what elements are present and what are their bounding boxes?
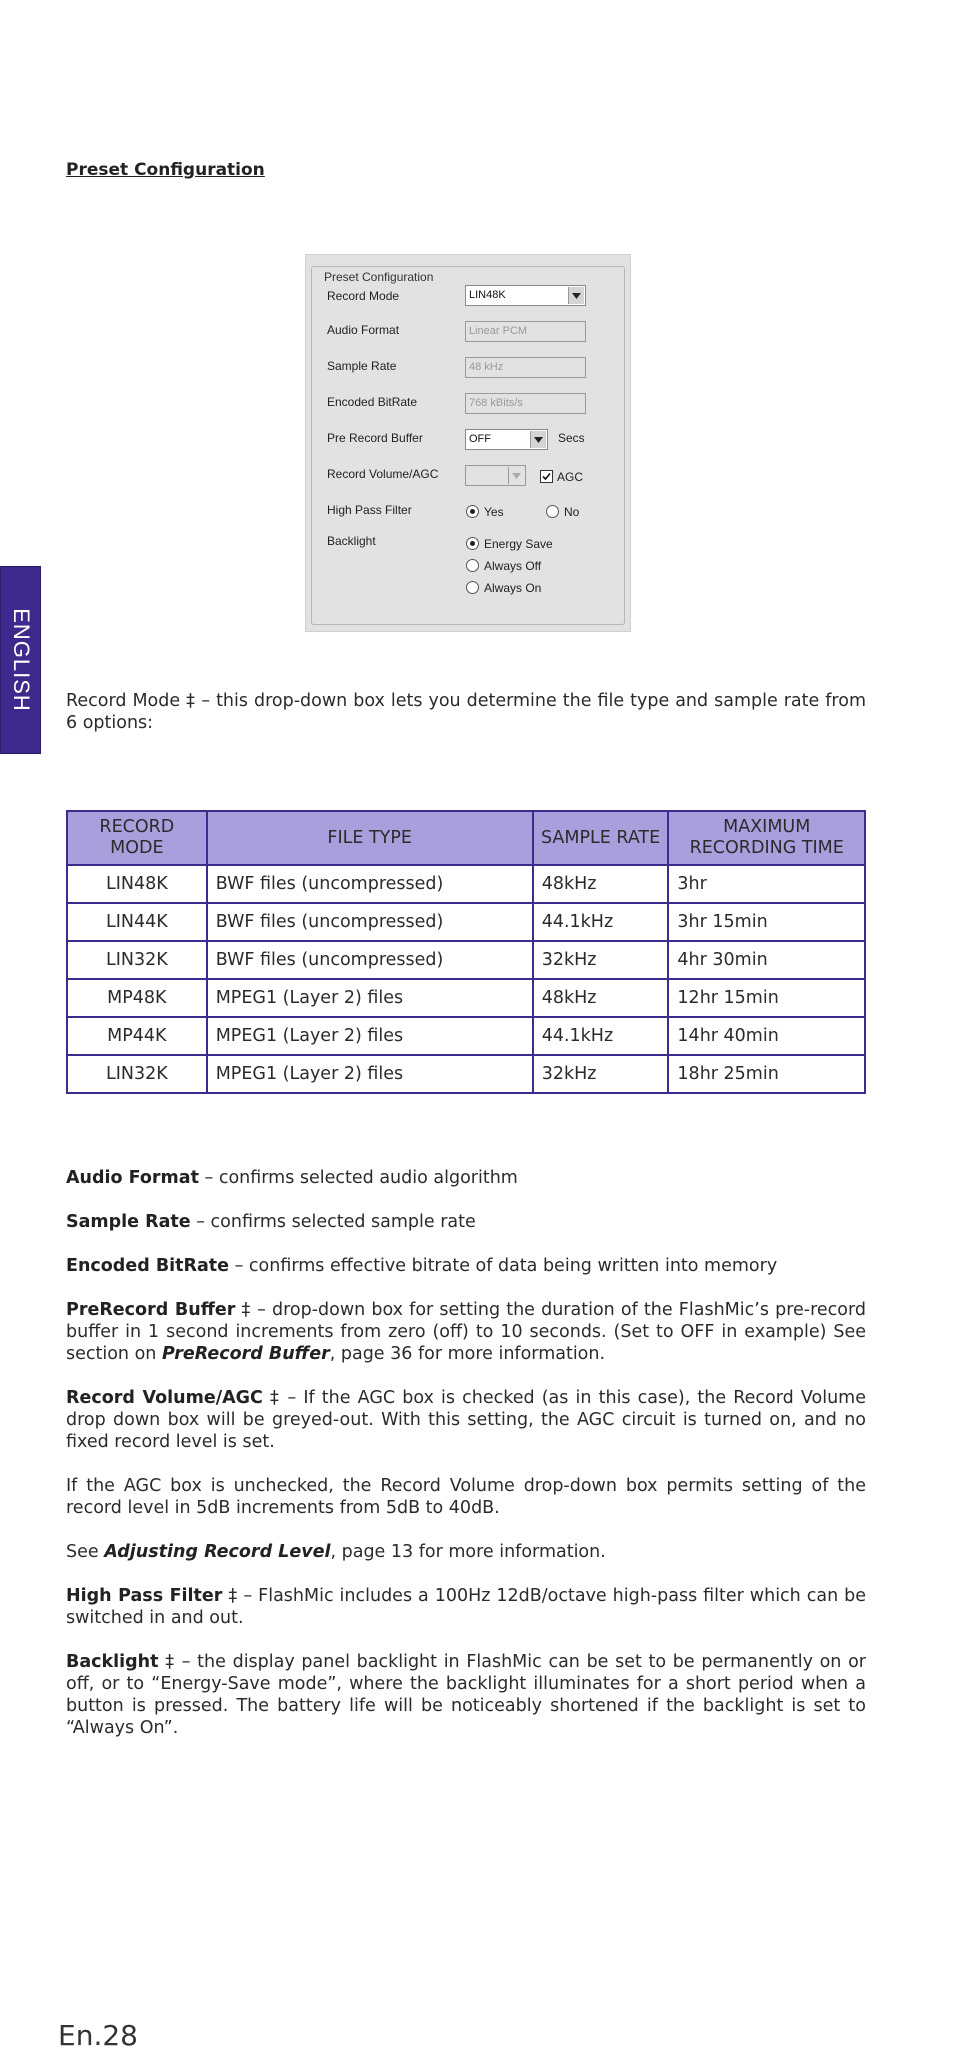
high-pass-paragraph <box>66 1585 866 1629</box>
secs-label: Secs <box>558 431 585 445</box>
table-row <box>67 865 865 903</box>
cell-sample-rate: 44.1kHz <box>533 1017 669 1055</box>
table-row <box>67 1055 865 1093</box>
cell-file-type: BWF files (uncompressed) <box>207 903 533 941</box>
backlight-paragraph <box>66 1651 866 1739</box>
record-volume-label: Record Volume/AGC <box>327 467 439 481</box>
pre-record-buffer-value: OFF <box>469 433 491 445</box>
backlight-energy-save-radio[interactable] <box>466 537 479 550</box>
preset-configuration-dialog <box>305 254 631 632</box>
pre-record-buffer-label: Pre Record Buffer <box>327 431 423 445</box>
chevron-down-icon <box>508 467 524 484</box>
backlight-term: Backlight <box>66 1652 159 1672</box>
record-volume-term: Record Volume/AGC <box>66 1388 263 1408</box>
sample-rate-paragraph <box>66 1211 866 1233</box>
chevron-down-icon[interactable] <box>530 431 546 448</box>
cell-file-type: MPEG1 (Layer 2) files <box>207 1017 533 1055</box>
double-dagger: ‡ <box>235 1300 258 1320</box>
pre-record-buffer-select[interactable] <box>465 429 548 450</box>
record-mode-term: Record Mode <box>66 691 181 711</box>
cell-recording-time: 12hr 15min <box>668 979 865 1017</box>
cell-recording-time: 4hr 30min <box>668 941 865 979</box>
agc-unchecked-paragraph: If the AGC box is unchecked, the Record Volume drop-down box permits setting of the record level in 5dB increments from 5dB to 40dB. <box>66 1476 866 1518</box>
header-max-recording-time: MAXIMUM RECORDING TIME <box>668 811 865 865</box>
record-mode-table <box>66 810 866 1094</box>
sample-rate-term: Sample Rate <box>66 1212 191 1232</box>
cell-recording-time: 3hr <box>668 865 865 903</box>
prerecord-buffer-text: – drop-down box for setting the duration of the FlashMic’s pre-record buffer in 1 second increments from zero (off) to 10 seconds. (Set to OFF in example) See section on <box>66 1300 866 1364</box>
table-header-row <box>67 811 865 865</box>
cell-file-type: MPEG1 (Layer 2) files <box>207 1055 533 1093</box>
audio-format-label: Audio Format <box>327 323 400 337</box>
cell-record-mode: LIN32K <box>67 941 207 979</box>
table-row <box>67 979 865 1017</box>
cell-sample-rate: 32kHz <box>533 941 669 979</box>
cell-file-type: MPEG1 (Layer 2) files <box>207 979 533 1017</box>
sample-rate-field: 48 kHz <box>465 357 586 378</box>
header-record-mode: RECORD MODE <box>67 811 207 865</box>
high-pass-filter-label: High Pass Filter <box>327 503 412 517</box>
cell-sample-rate: 44.1kHz <box>533 903 669 941</box>
agc-label: AGC <box>557 470 584 484</box>
high-pass-yes-radio[interactable] <box>466 505 479 518</box>
cell-sample-rate: 48kHz <box>533 865 669 903</box>
high-pass-no-label: No <box>564 505 580 519</box>
cell-record-mode: MP44K <box>67 1017 207 1055</box>
audio-format-field: Linear PCM <box>465 321 586 342</box>
audio-format-text: – confirms selected audio algorithm <box>198 1168 518 1188</box>
prerecord-buffer-text-end: , page 36 for more information. <box>329 1344 606 1364</box>
sample-rate-text: – confirms selected sample rate <box>190 1212 476 1232</box>
sample-rate-label: Sample Rate <box>327 359 397 373</box>
see-adjusting-paragraph <box>66 1541 866 1563</box>
language-label: ENGLISH <box>8 608 34 712</box>
backlight-energy-save-label: Energy Save <box>484 537 553 551</box>
encoded-bitrate-label: Encoded BitRate <box>327 395 418 409</box>
prerecord-buffer-paragraph <box>66 1299 866 1365</box>
prerecord-buffer-reference: PreRecord Buffer <box>161 1344 330 1364</box>
agc-checkbox[interactable] <box>540 470 553 483</box>
record-mode-paragraph <box>66 690 866 734</box>
section-heading: Preset Configuration <box>66 160 265 180</box>
record-mode-description: – this drop-down box lets you determine the file type and sample rate from 6 options: <box>66 691 866 733</box>
high-pass-term: High Pass Filter <box>66 1586 223 1606</box>
double-dagger: ‡ <box>222 1586 244 1606</box>
see-text-end: , page 13 for more information. <box>330 1542 606 1562</box>
encoded-bitrate-term: Encoded BitRate <box>66 1256 230 1276</box>
table-row <box>67 903 865 941</box>
backlight-text: – the display panel backlight in FlashMic can be set to be permanently on or off, or to “Energy-Save mode”, where the backlight illuminates for a short period when a button is pressed. The battery life will be noticeably shortened if the backlight is set to “Always On”. <box>66 1652 866 1738</box>
cell-record-mode: MP48K <box>67 979 207 1017</box>
backlight-always-on-radio[interactable] <box>466 581 479 594</box>
backlight-label: Backlight <box>327 534 376 548</box>
prerecord-buffer-term: PreRecord Buffer <box>66 1300 236 1320</box>
table-row <box>67 941 865 979</box>
cell-sample-rate: 32kHz <box>533 1055 669 1093</box>
cell-recording-time: 14hr 40min <box>668 1017 865 1055</box>
encoded-bitrate-text: – confirms effective bitrate of data being written into memory <box>229 1256 778 1276</box>
audio-format-term: Audio Format <box>66 1168 199 1188</box>
record-mode-value: LIN48K <box>469 289 506 301</box>
header-file-type: FILE TYPE <box>207 811 533 865</box>
adjusting-record-level-reference: Adjusting Record Level <box>104 1542 331 1562</box>
backlight-always-off-radio[interactable] <box>466 559 479 572</box>
cell-recording-time: 3hr 15min <box>668 903 865 941</box>
high-pass-no-radio[interactable] <box>546 505 559 518</box>
checkmark-icon <box>542 472 551 481</box>
backlight-always-on-label: Always On <box>484 581 542 595</box>
double-dagger: ‡ <box>158 1652 182 1672</box>
encoded-bitrate-field: 768 kBits/s <box>465 393 586 414</box>
record-mode-select[interactable] <box>465 285 586 306</box>
high-pass-text: – FlashMic includes a 100Hz 12dB/octave high-pass filter which can be switched in and out. <box>66 1586 866 1628</box>
cell-file-type: BWF files (uncompressed) <box>207 941 533 979</box>
cell-sample-rate: 48kHz <box>533 979 669 1017</box>
see-text: See <box>66 1542 105 1562</box>
audio-format-paragraph <box>66 1167 866 1189</box>
language-side-tab <box>0 566 41 754</box>
cell-file-type: BWF files (uncompressed) <box>207 865 533 903</box>
cell-record-mode: LIN48K <box>67 865 207 903</box>
encoded-bitrate-paragraph <box>66 1255 866 1277</box>
record-volume-select <box>465 465 526 486</box>
record-mode-label: Record Mode <box>327 289 400 303</box>
high-pass-yes-label: Yes <box>484 505 504 519</box>
table-row <box>67 1017 865 1055</box>
double-dagger: ‡ <box>262 1388 288 1408</box>
group-title: Preset Configuration <box>324 270 434 284</box>
record-volume-paragraph <box>66 1387 866 1453</box>
page-number: En.28 <box>58 2019 138 2052</box>
cell-recording-time: 18hr 25min <box>668 1055 865 1093</box>
cell-record-mode: LIN44K <box>67 903 207 941</box>
chevron-down-icon[interactable] <box>568 287 584 304</box>
cell-record-mode: LIN32K <box>67 1055 207 1093</box>
header-sample-rate: SAMPLE RATE <box>533 811 669 865</box>
backlight-always-off-label: Always Off <box>484 559 542 573</box>
double-dagger: ‡ <box>186 691 196 711</box>
record-volume-text: – If the AGC box is checked (as in this case), the Record Volume drop down box will be greyed-out. With this setting, the AGC circuit is turned on, and no fixed record level is set. <box>66 1388 866 1452</box>
